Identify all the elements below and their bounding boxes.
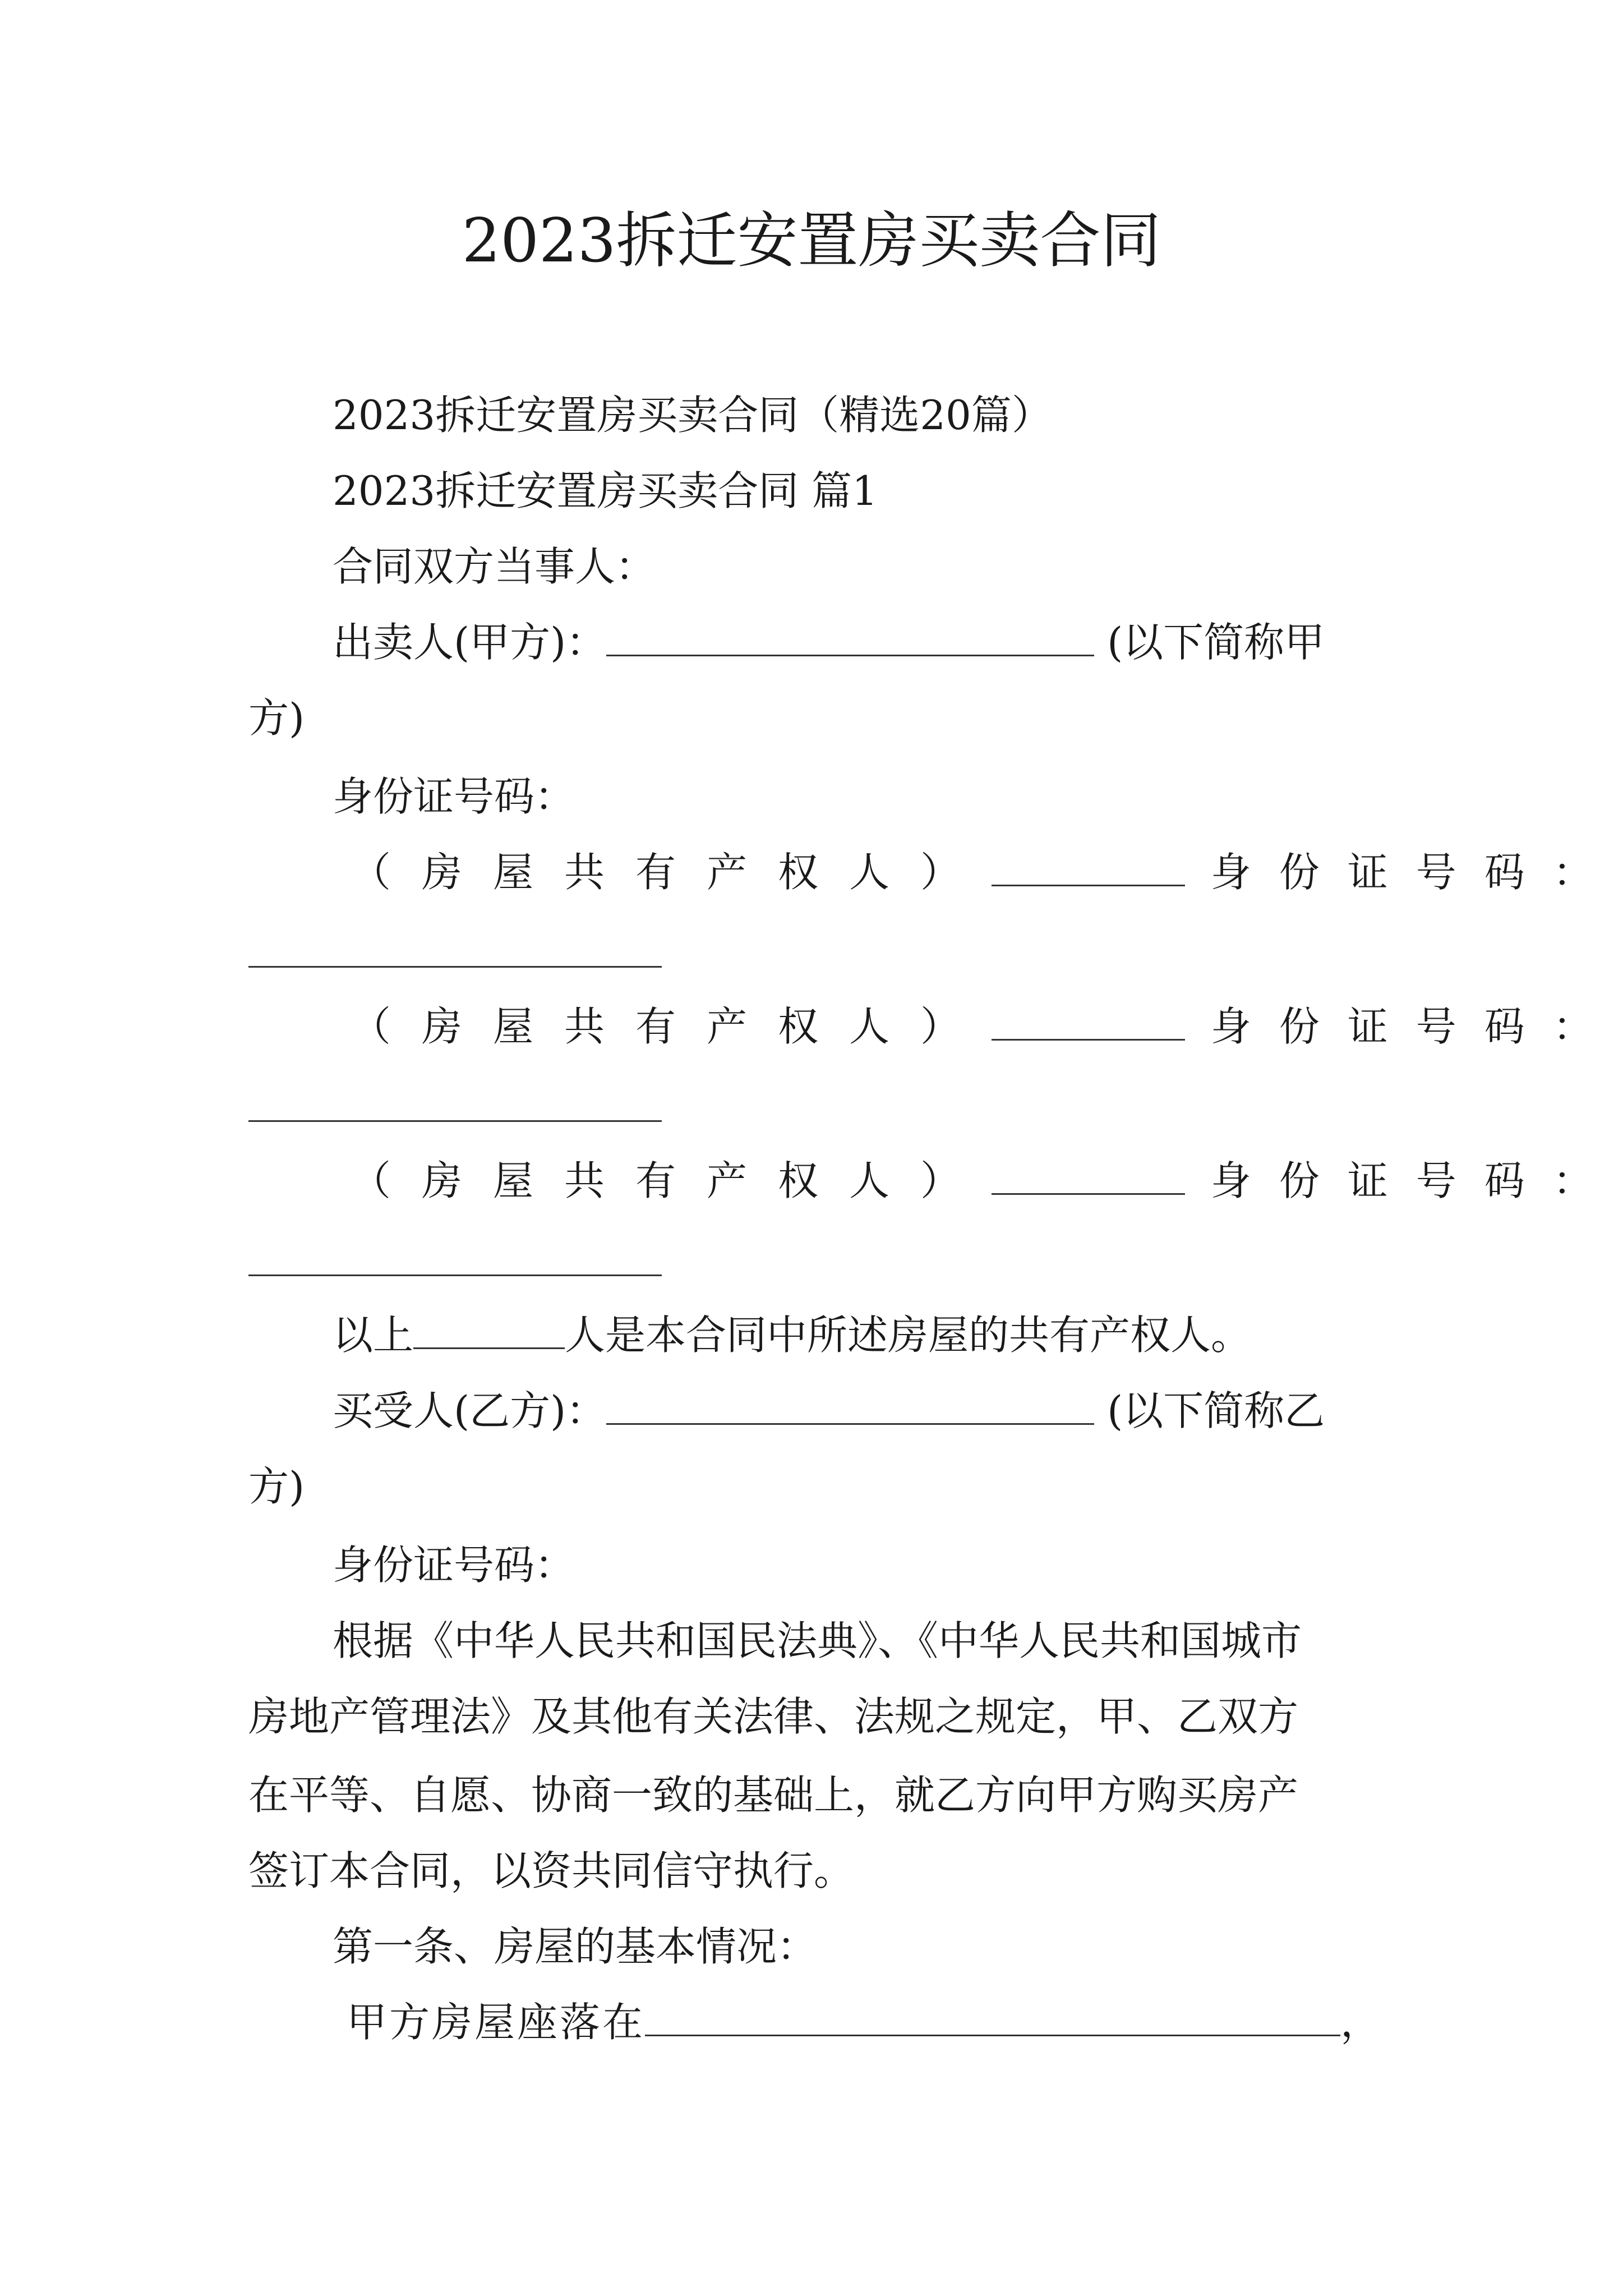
buyer-line: [333, 1383, 1325, 1439]
buyer-id-label: 身份证号码：: [333, 1542, 575, 1589]
seller-id-label: 身份证号码：: [333, 773, 575, 820]
basis-line-3: 在平等、自愿、协商一致的基础上，就乙方向甲方购买房产: [248, 1772, 1299, 1819]
co-owner-name-blank[interactable]: [992, 1153, 1185, 1195]
article1-heading: 第一条、房屋的基本情况：: [333, 1923, 818, 1970]
co-owner-label: （房屋共有产权人）: [351, 1157, 992, 1204]
co-owner-line-1: [351, 844, 1621, 900]
seller-name-blank[interactable]: [606, 614, 1094, 656]
location-line: [347, 1994, 1381, 2050]
basis-line-4: 签订本合同，以资共同信守执行。: [248, 1847, 855, 1894]
parties-heading: 合同双方当事人：: [333, 543, 656, 590]
seller-label: 出卖人(甲方)：: [333, 619, 607, 666]
buyer-wrap: 方): [248, 1463, 305, 1510]
location-label: 甲方房屋座落在: [347, 1999, 645, 2046]
co-owner-label: （房屋共有产权人）: [351, 849, 992, 896]
buyer-label: 买受人(乙方)：: [333, 1387, 607, 1434]
co-owner-id-label: 身份证号码：: [1210, 1157, 1621, 1204]
co-owner-count-blank[interactable]: [413, 1307, 565, 1349]
location-blank[interactable]: [645, 1994, 1340, 2036]
seller-wrap: 方): [248, 694, 305, 742]
co-owner-id-blank[interactable]: [248, 1120, 662, 1122]
co-owner-count-prefix: 以上: [333, 1312, 414, 1359]
co-owner-name-blank[interactable]: [992, 844, 1185, 886]
subtitle-part: 2023拆迁安置房买卖合同 篇1: [333, 467, 878, 514]
buyer-name-blank[interactable]: [606, 1383, 1094, 1425]
co-owner-id-blank[interactable]: [248, 966, 662, 968]
co-owner-label: （房屋共有产权人）: [351, 1003, 992, 1050]
buyer-suffix: (以下简称乙: [1107, 1387, 1325, 1434]
co-owner-id-label: 身份证号码：: [1210, 1003, 1621, 1050]
co-owner-id-label: 身份证号码：: [1210, 849, 1621, 896]
co-owner-line-2: [351, 999, 1621, 1055]
seller-suffix: (以下简称甲: [1107, 619, 1325, 666]
basis-line-2: 房地产管理法》及其他有关法律、法规之规定，甲、乙双方: [248, 1693, 1299, 1740]
document-title: 2023拆迁安置房买卖合同: [462, 206, 1161, 276]
co-owner-id-blank[interactable]: [248, 1274, 662, 1276]
co-owner-line-3: [351, 1153, 1621, 1209]
co-owner-name-blank[interactable]: [992, 999, 1185, 1041]
subtitle-collection: 2023拆迁安置房买卖合同（精选20篇）: [333, 392, 1052, 439]
basis-line-1: 根据《中华人民共和国民法典》、《中华人民共和国城市: [333, 1617, 1302, 1664]
seller-line: [333, 614, 1325, 670]
co-owner-count-line: [333, 1307, 1251, 1363]
location-end: ，: [1340, 1999, 1381, 2046]
co-owner-count-suffix: 人是本合同中所述房屋的共有产权人。: [565, 1312, 1252, 1359]
